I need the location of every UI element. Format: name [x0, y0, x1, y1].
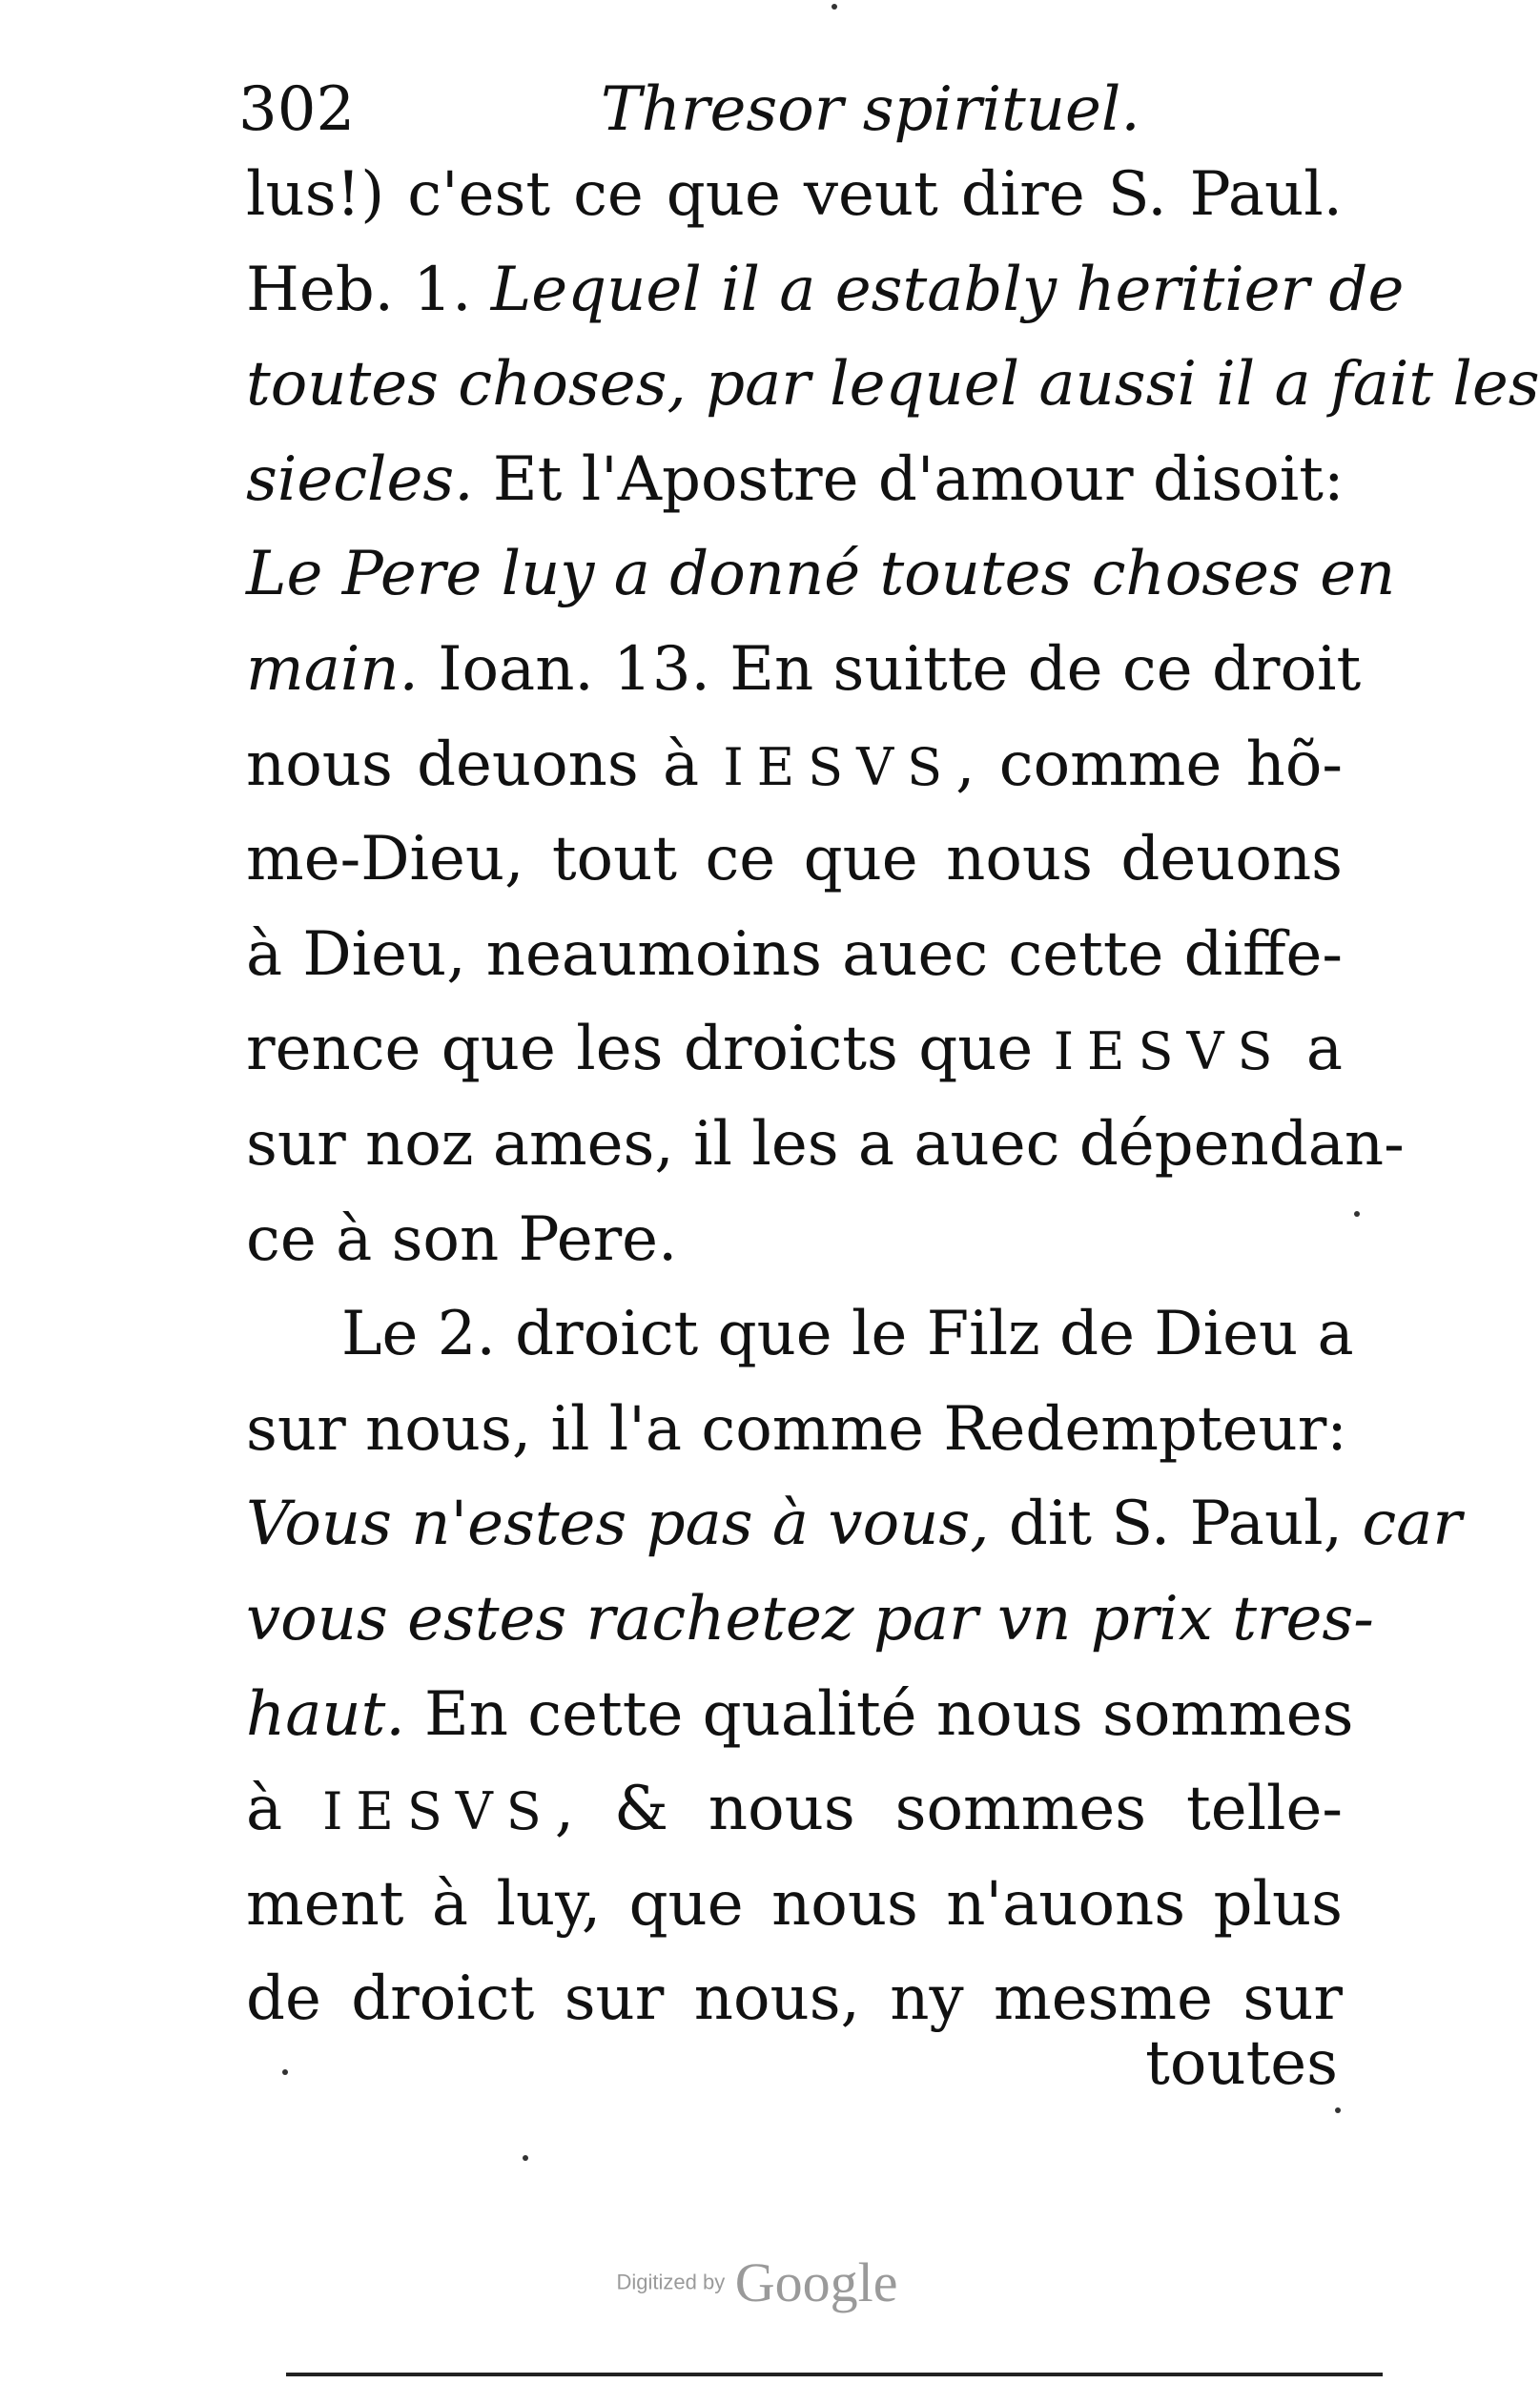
ink-speck: [1335, 2107, 1341, 2113]
text-line: à Dieu, neaumoins auec cette diffe-: [246, 918, 1343, 990]
text-line: nous deuons à IESVS, comme hõ-: [246, 729, 1344, 800]
google-logo: Google: [734, 2251, 898, 2313]
text-line: rence que les droicts que IESVS a: [246, 1014, 1344, 1085]
text-line: ce à son Pere.: [246, 1203, 678, 1275]
catchword: toutes: [1145, 2028, 1338, 2099]
text-line: vous estes rachetez par vn prix tres-: [246, 1583, 1374, 1654]
digitized-by-label: Digitized by: [616, 2270, 726, 2294]
text-line: Le 2. droict que le Filz de Dieu a: [341, 1299, 1354, 1370]
ink-speck: [282, 2069, 288, 2075]
text-line: Heb. 1. Lequel il a estably heritier de: [246, 254, 1405, 325]
body-text: [246, 148, 1540, 2047]
text-line: Le Pere luy a donné toutes choses en: [246, 539, 1396, 610]
text-line: Vous n'estes pas à vous, dit S. Paul, car: [246, 1489, 1462, 1560]
page-edge-rule: [286, 2373, 1383, 2376]
text-line: ment à luy, que nous n'auons plus: [246, 1868, 1343, 1940]
text-line: à IESVS, & nous sommes telle-: [246, 1774, 1344, 1845]
ink-speck: [1354, 1211, 1360, 1217]
page-header: [238, 67, 1383, 153]
text-line: toutes choses, par lequel aussi il a fait les: [246, 349, 1540, 421]
running-title: Thresor spirituel.: [601, 74, 1140, 145]
text-line: siecles. Et l'Apostre d'amour disoit:: [246, 443, 1345, 515]
text-line: haut. En cette qualité nous sommes: [246, 1678, 1354, 1750]
ink-speck: [523, 2155, 528, 2161]
text-line: de droict sur nous, ny mesme sur: [246, 1963, 1343, 2035]
text-line: sur nous, il l'a comme Redempteur:: [246, 1393, 1347, 1465]
text-line: sur noz ames, il les a auec dépendan-: [246, 1108, 1405, 1180]
text-line: main. Ioan. 13. En suitte de ce droit: [246, 633, 1362, 705]
text-line: lus!) c'est ce que veut dire S. Paul.: [246, 159, 1343, 230]
page-number: 302: [238, 74, 356, 145]
text-line: me-Dieu, tout ce que nous deuons: [246, 824, 1343, 895]
digitization-watermark: [0, 2250, 1514, 2314]
ink-speck: [832, 4, 837, 10]
